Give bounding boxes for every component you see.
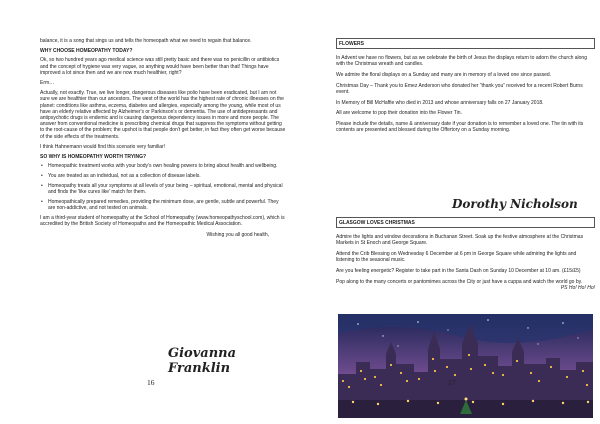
flowers-paragraph: In Advent we have no flowers, but as we celebrate the birth of Jesus the displays return to adorn the church along with the Christmas wreath and candles.: [336, 55, 587, 68]
flowers-paragraph: Christmas Day – Thank you to Emez Anderson who donated her “thank you” received for a recent Robert Burns event.: [336, 82, 583, 96]
ps-ho-ho: PS Ho! Ho! Ho!: [560, 284, 595, 291]
glasgow-paragraph: Attend the Crib Blessing on Wednesday 6 December at 6 pm in George Square while admiring the lights and listening to the seasonal music.: [336, 251, 577, 264]
flowers-paragraph: Please include the details, name & anniversary date if your donation is to remember a loved one. The tin with its contents are presented and blessed during the Offertory on a Sunday morning.: [336, 121, 584, 134]
benefits-list: [40, 163, 287, 211]
city-skyline-image: [338, 314, 593, 418]
glasgow-christmas-illustration: [338, 314, 593, 418]
glasgow-paragraph: [336, 278, 595, 291]
paragraph-erm: Erm…: [40, 80, 55, 87]
page-number-right: 17: [448, 378, 456, 387]
flowers-title: FLOWERS: [336, 38, 595, 49]
benefit-item: • Homeopathy treats all your symptoms at all levels of your being – spiritual, emotional, mental and physical and finds the 'like cures like' match for them.: [48, 183, 287, 195]
signature-dorothy: Dorothy Nicholson: [452, 197, 578, 211]
paragraph-closing: Wishing you all good health,: [206, 231, 269, 238]
benefit-item: • You are treated as an individual, not as a collection of disease labels.: [48, 173, 287, 179]
page-number-left: 16: [147, 378, 155, 387]
paragraph-health-today: Actually, not exactly. True, we live longer, dangerous diseases like polio have been eradicated, but I am not sure we are healthier than our ancestors. The west of the world has the highest rate of chronic illnesses on the planet: conditions like asthma, eczema, diabetes and allergies, especially among the young, while most of us have an elderly relative affected by Alzheimer's or Parkinson's or dementia. The use of antidepressants and antipsychotic drugs is endemic and is causing dangerous dependency issues in more and more people. The answer from conventional medicine is prescribing chemical drugs that suppress the symptoms without getting to the root-cause of the problem; the upshot is that people don't get better, in fact they often get worse because of the side effects of the treatments.: [40, 90, 286, 140]
paragraph-history: Ok, so two hundred years ago medical science was still pretty basic and there was no penicillin or antibiotics and the concept of hygiene was very vague, so anything would have been better than that! Things have improved a lot since then and we are now much healthier, right?: [40, 57, 280, 76]
flowers-paragraph: In Memory of Bill McHaffie who died in 2013 and whose anniversary falls on 27 January 2018.: [336, 99, 544, 106]
flowers-paragraph: We admire the floral displays on a Sunday and many are in memory of a loved one since passed.: [336, 72, 552, 79]
paragraph-student: I am a third-year student of homeopathy at the School of Homeopathy (www.homeopathyschool.com), which is accredited by the British Society of Homeopaths and the Homeopathic Medical Association.: [40, 215, 285, 228]
benefit-item: • Homeopathic treatment works with your body's own healing powers to bring about health and wellbeing.: [48, 163, 287, 169]
benefit-item: • Homeopathically prepared remedies, providing the minimum dose, are gentle, subtle and powerful. They are non-addictive, and not tested on animals.: [48, 199, 287, 211]
glasgow-section: [336, 217, 595, 291]
left-column: [40, 38, 287, 242]
glasgow-title: GLASGOW LOVES CHRISTMAS: [336, 217, 595, 228]
heading-why-choose: WHY CHOOSE HOMEOPATHY TODAY?: [40, 48, 133, 55]
glasgow-paragraph-text: Pop along to the many concerts or pantomimes across the City or just have a cuppa and watch the world go by.: [336, 278, 583, 285]
flowers-paragraph: All are welcome to pop their donation into the Flower Tin.: [336, 110, 462, 117]
intro-paragraph: balance, it is a song that sings us and tells the homeopath what we need to regain that balance.: [40, 38, 252, 44]
paragraph-hahnemann: I think Hahnemann would find this scenario very familiar!: [40, 143, 166, 150]
glasgow-paragraph: Admire the lights and window decorations in Buchanan Street. Soak up the festive atmosphere at the Christmas Markets in St Enoch and George Square.: [336, 234, 584, 247]
heading-why-worth: SO WHY IS HOMEOPATHY WORTH TRYING?: [40, 154, 147, 161]
page-right: [300, 0, 600, 424]
signature-giovanna: Giovanna Franklin: [168, 346, 237, 376]
glasgow-paragraph: Are you feeling energetic? Register to take part in the Santa Dash on Sunday 10 December at 10 am. (£15/£5): [336, 268, 581, 275]
